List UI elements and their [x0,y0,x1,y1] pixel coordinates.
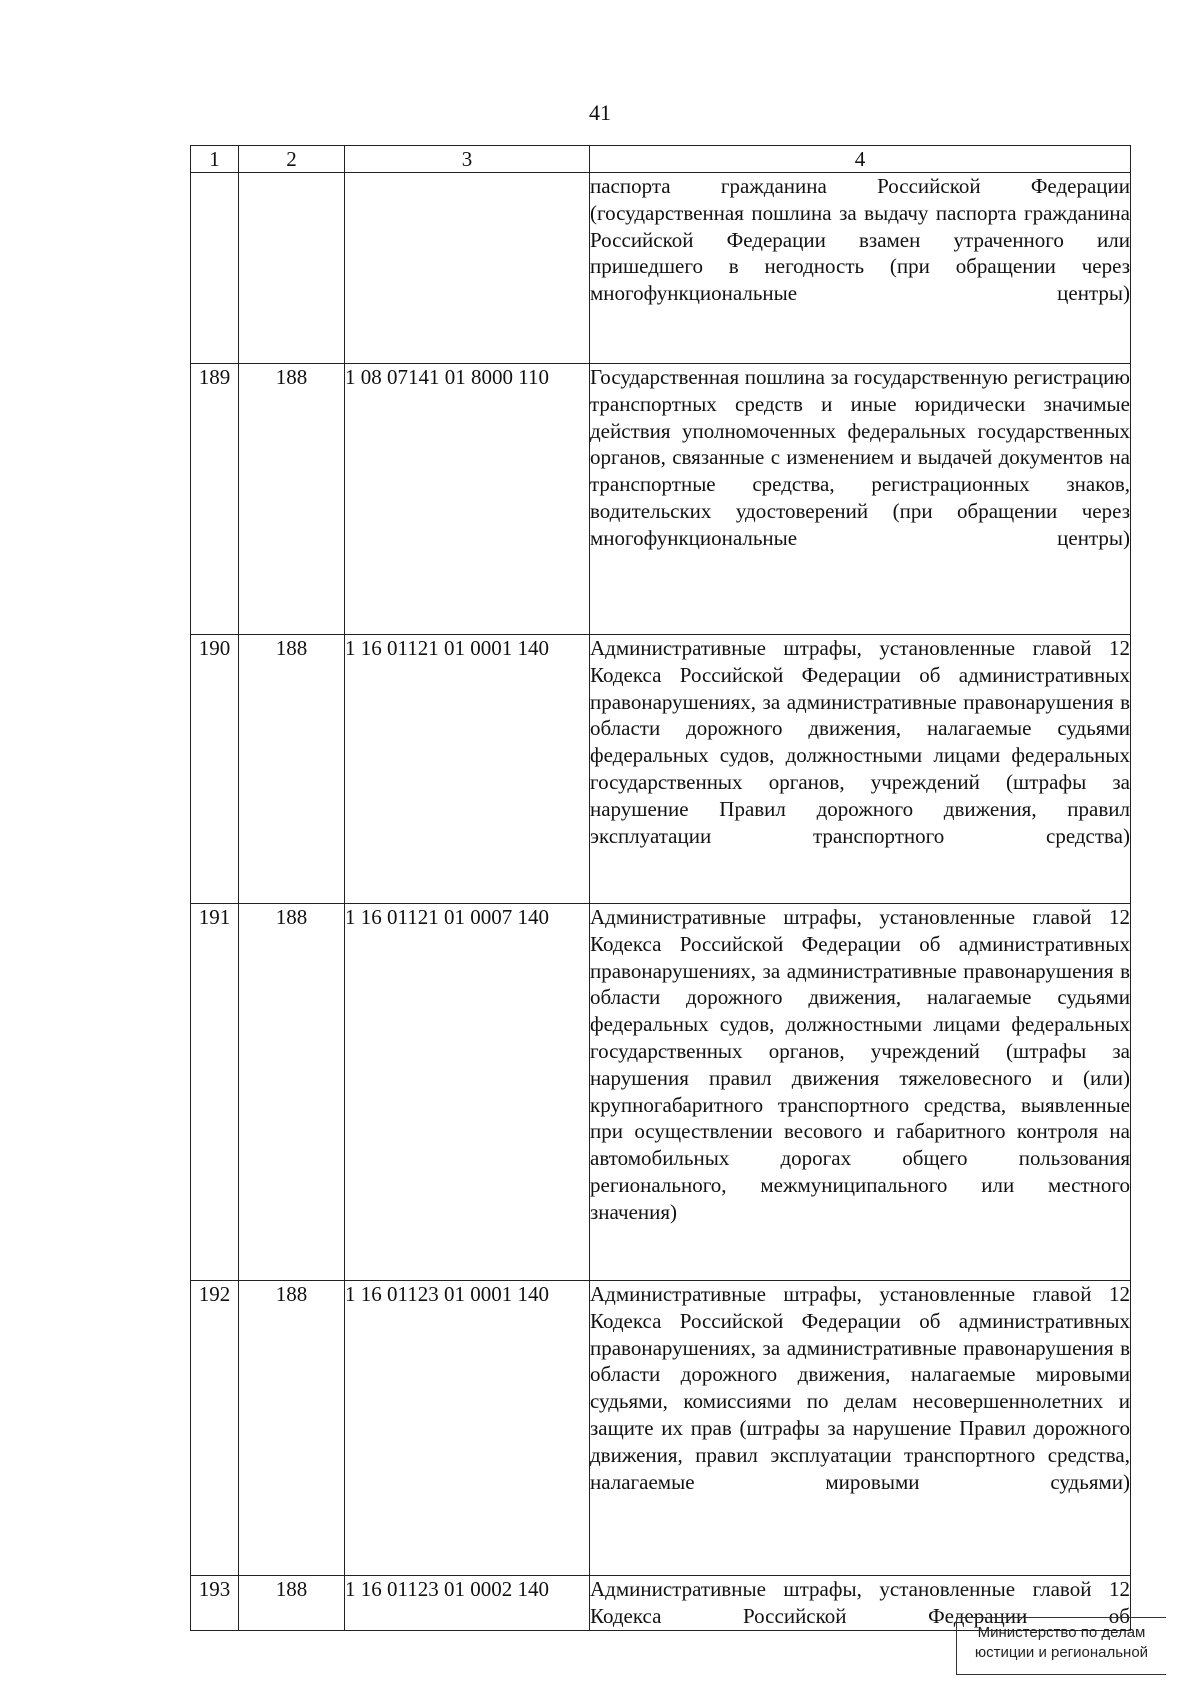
income-description: Административные штрафы, установленные главой 12 Кодекса Российской Федерации об [590,1576,1131,1631]
income-description: Административные штрафы, установленные главой 12 Кодекса Российской Федерации об административных правонарушениях, за административные правонарушения в области дорожного движения, налагаемые судьями федеральных судов, должностными лицами федеральных государственных органов, учреждений (штрафы за нарушение Правил дорожного движения, правил эксплуатации транспортного средства) [590,635,1131,904]
header-col-2: 2 [239,146,345,173]
income-description: Административные штрафы, установленные главой 12 Кодекса Российской Федерации об административных правонарушениях, за административные правонарушения в области дорожного движения, налагаемые мировыми судьями, комиссиями по делам несовершеннолетних и защите их прав (штрафы за нарушение Правил дорожного движения, правил эксплуатации транспортного средства, налагаемые мировыми судьями) [590,1281,1131,1576]
table-row [191,904,1131,1281]
budget-code [345,173,590,364]
admin-code [239,173,345,364]
row-number: 192 [191,1281,239,1576]
page-number: 41 [589,100,611,125]
table-header-row [191,146,1131,173]
income-description: Административные штрафы, установленные главой 12 Кодекса Российской Федерации об административных правонарушениях, за административные правонарушения в области дорожного движения, налагаемые судьями федеральных судов, должностными лицами федеральных государственных органов, учреждений (штрафы за нарушения правил движения тяжеловесного и (или) крупногабаритного транспортного средства, выявленные при осуществлении весового и габаритного контроля на автомобильных дорогах общего пользования регионального, межмуниципального или местного значения) [590,904,1131,1281]
row-number: 190 [191,635,239,904]
stamp-line-1: Министерство по делам [977,1624,1146,1641]
admin-code: 188 [239,904,345,1281]
budget-code: 1 16 01123 01 0001 140 [345,1281,590,1576]
admin-code: 188 [239,1576,345,1631]
row-number: 189 [191,364,239,635]
header-col-4: 4 [590,146,1131,173]
income-description: паспорта гражданина Российской Федерации (государственная пошлина за выдачу паспорта гражданина Российской Федерации взамен утраченного или пришедшего в негодность (при обращении через многофункциональные центры) [590,173,1131,364]
income-description: Государственная пошлина за государственную регистрацию транспортных средств и иные юридически значимые действия уполномоченных федеральных государственных органов, связанные с изменением и выдачей документов на транспортные средства, регистрационных знаков, водительских удостоверений (при обращении через многофункциональные центры) [590,364,1131,635]
row-number: 193 [191,1576,239,1631]
admin-code: 188 [239,1281,345,1576]
ministry-stamp [956,1617,1166,1675]
header-col-3: 3 [345,146,590,173]
budget-codes-table [190,145,1131,1631]
table-row [191,173,1131,364]
budget-code: 1 16 01121 01 0001 140 [345,635,590,904]
admin-code: 188 [239,635,345,904]
header-col-1: 1 [191,146,239,173]
table-row [191,635,1131,904]
budget-code: 1 08 07141 01 8000 110 [345,364,590,635]
budget-code: 1 16 01123 01 0002 140 [345,1576,590,1631]
row-number: 191 [191,904,239,1281]
budget-code: 1 16 01121 01 0007 140 [345,904,590,1281]
table-row [191,364,1131,635]
row-number [191,173,239,364]
stamp-line-2: юстиции и региональной [974,1644,1149,1661]
table-row [191,1281,1131,1576]
admin-code: 188 [239,364,345,635]
